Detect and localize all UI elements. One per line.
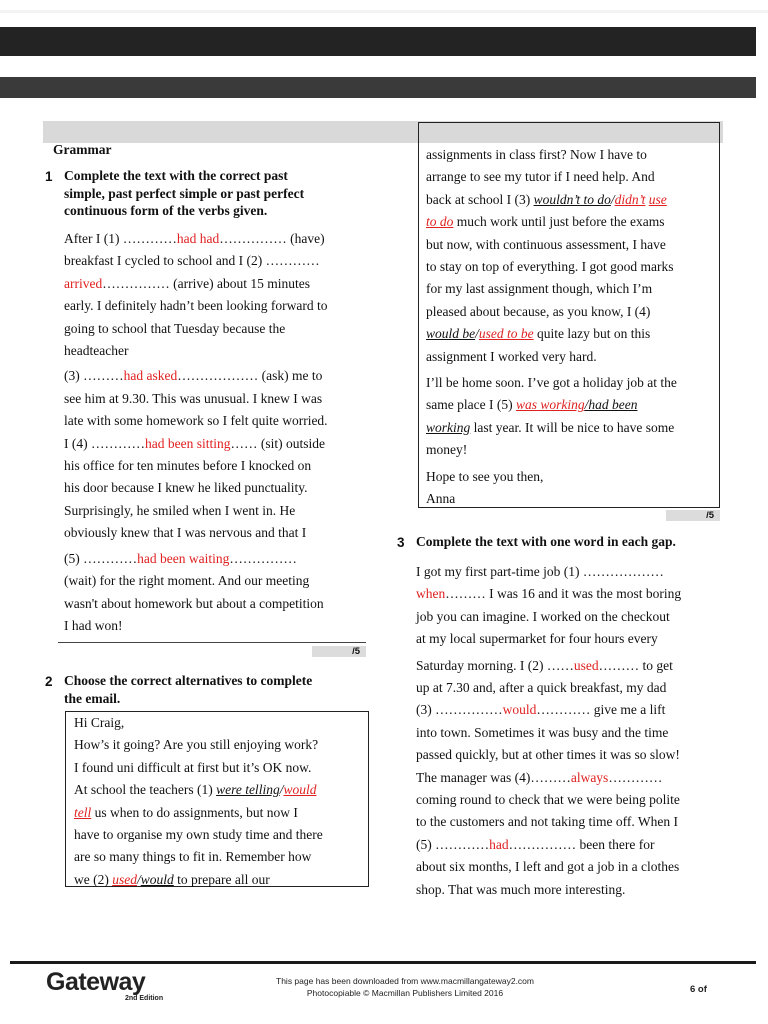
text-run: arrange to see my tutor if I need help. And	[426, 169, 655, 185]
text-run: (5) …………	[64, 550, 138, 566]
text-run: passed quickly, but at other times it was so slow!	[416, 747, 680, 763]
email-line	[74, 712, 366, 734]
answer-text: had been sitting	[145, 435, 231, 451]
text-run: (3) ………	[64, 368, 124, 384]
text-run: After I (1) …………	[64, 231, 177, 246]
email-line	[426, 144, 718, 166]
text-run: (wait) for the right moment. And our meeting	[64, 573, 310, 589]
q1-line	[64, 593, 374, 615]
q2-instruction	[64, 672, 364, 707]
text-run: for my last assignment though, which I’m	[426, 281, 653, 297]
email-line	[426, 211, 718, 233]
text-run: late with some homework so I felt quite worried.	[64, 413, 328, 429]
top-rule	[0, 10, 768, 13]
q2-number: 2	[45, 674, 53, 689]
q1-line	[64, 295, 374, 317]
email-line	[74, 757, 366, 779]
text-run: would	[140, 871, 174, 887]
email-line	[426, 256, 718, 278]
text-run: assignments in class first? Now I have to	[426, 147, 647, 162]
q3-line	[416, 606, 736, 628]
q3-line	[416, 677, 736, 699]
answer-text: had	[489, 836, 509, 852]
text-run: obviously knew that I was nervous and that I	[64, 525, 307, 541]
q1-line	[64, 455, 374, 477]
text-run: …………… been there for	[508, 836, 655, 852]
answer-text: to do	[426, 214, 454, 230]
page-number: 6 of	[690, 984, 707, 995]
email-line	[426, 346, 718, 368]
q1-line	[64, 318, 374, 340]
text-run: coming round to check that we were being polite	[416, 792, 680, 808]
email-line	[426, 372, 718, 394]
q3-line	[416, 583, 736, 605]
q1-line	[64, 365, 374, 387]
email-text-right	[426, 144, 718, 511]
text-run: his office for ten minutes before I knocked on	[64, 458, 312, 474]
answer-text: would	[502, 702, 537, 718]
answer-text: would	[283, 782, 317, 798]
q1-instruction-line: simple, past perfect simple or past perfect	[64, 185, 305, 201]
q1-text	[64, 228, 374, 637]
q1-line	[64, 548, 374, 570]
text-run: The manager was (4)………	[416, 769, 571, 785]
text-run: would be	[426, 326, 476, 342]
email-line	[426, 323, 718, 345]
q3-line	[416, 699, 736, 721]
q1-line	[64, 477, 374, 499]
email-line	[426, 439, 718, 461]
email-line	[74, 802, 366, 824]
text-run: At school the teachers (1)	[74, 782, 217, 798]
text-run: wouldn’t to do	[533, 191, 611, 207]
text-run: …………… (arrive) about 15 minutes	[102, 275, 310, 291]
copyright-note: Photocopiable © Macmillan Publishers Limited 2016	[306, 988, 504, 998]
answer-text: use	[648, 191, 667, 207]
q3-line	[416, 628, 736, 650]
q1-line	[64, 410, 374, 432]
answer-text: was working	[515, 397, 585, 413]
q3-instruction-line: Complete the text with one word in each gap.	[416, 534, 676, 549]
text-run: we (2)	[74, 871, 113, 887]
text-run: working	[426, 419, 471, 435]
text-run: ……… I was 16 and it was the most boring	[445, 586, 682, 602]
text-run: /	[610, 191, 615, 207]
email-line	[426, 466, 718, 488]
text-run: Saturday morning. I (2) ……	[416, 657, 574, 673]
text-run: I got my first part-time job (1) ………………	[416, 564, 664, 579]
text-run: (3) ……………	[416, 702, 503, 718]
q1-number: 1	[45, 169, 53, 184]
q3-line	[416, 561, 736, 583]
text-run: us when to do assignments, but now I	[91, 804, 298, 820]
text-run: I (4) …………	[64, 435, 145, 451]
q3-text	[416, 561, 736, 901]
q2-instruction-line: the email.	[64, 690, 121, 706]
text-run: last year. It will be nice to have some	[470, 419, 675, 435]
q1-line	[64, 250, 374, 272]
q1-line	[64, 522, 374, 544]
email-text-left	[74, 712, 366, 891]
text-run: much work until just before the exams	[453, 214, 665, 230]
q3-line	[416, 811, 736, 833]
section-title: Grammar	[53, 142, 112, 157]
text-run: breakfast I cycled to school and I (2) …………	[64, 253, 320, 269]
text-run: quite lazy but on this	[533, 326, 651, 342]
text-run: shop. That was much more interesting.	[416, 881, 626, 897]
q2-score: /5	[666, 510, 720, 521]
q3-line	[416, 834, 736, 856]
text-run: I found uni difficult at first but it’s OK now.	[74, 759, 312, 775]
email-line	[426, 189, 718, 211]
text-run: about six months, I left and got a job in a clothes	[416, 859, 680, 875]
text-run: Hope to see you then,	[426, 468, 544, 484]
subheader-band	[0, 77, 756, 98]
text-run: Surprisingly, he smiled when I went in. He	[64, 502, 296, 518]
text-run: (5) …………	[416, 836, 490, 852]
q1-line	[64, 500, 374, 522]
text-run: going to school that Tuesday because the	[64, 320, 286, 336]
answer-text: arrived	[64, 275, 103, 291]
text-run: /	[136, 871, 141, 887]
text-run: have to organise my own study time and there	[74, 827, 323, 843]
q3-line	[416, 655, 736, 677]
q3-line	[416, 744, 736, 766]
q3-line	[416, 722, 736, 744]
q1-line	[64, 388, 374, 410]
text-run: headteacher	[64, 343, 129, 359]
answer-text: had asked	[123, 368, 178, 384]
text-run: see him at 9.30. This was unusual. I knew I was	[64, 390, 323, 406]
text-run: …… (sit) outside	[230, 435, 325, 451]
text-run: job you can imagine. I worked on the checkout	[416, 608, 670, 624]
email-line	[74, 779, 366, 801]
answer-text: tell	[74, 804, 92, 820]
answer-text: always	[570, 769, 609, 785]
header-band	[0, 27, 756, 56]
text-run: to stay on top of everything. I got good marks	[426, 259, 674, 275]
text-run: /	[279, 782, 284, 798]
answer-text: used to be	[478, 326, 534, 342]
text-run: money!	[426, 442, 468, 458]
q1-line	[64, 615, 374, 637]
download-note: This page has been downloaded from www.macmillangateway2.com	[276, 976, 534, 986]
answer-text: used	[112, 871, 137, 887]
gateway-logo: Gateway	[46, 968, 146, 996]
text-run: wasn't about homework but about a competition	[64, 595, 324, 611]
q1-line	[64, 273, 374, 295]
text-run: How’s it going? Are you still enjoying work?	[74, 737, 319, 753]
answer-text: didn’t	[614, 191, 646, 207]
email-line	[74, 734, 366, 756]
q3-line	[416, 856, 736, 878]
q1-line	[64, 228, 374, 250]
email-line	[74, 824, 366, 846]
text-run: assignment I worked very hard.	[426, 348, 597, 364]
answer-text: had been waiting	[137, 550, 230, 566]
email-line	[74, 869, 366, 891]
text-run: ……… to get	[598, 657, 673, 673]
text-run: …………	[608, 769, 663, 785]
text-run: ……………… (ask) me to	[177, 368, 323, 384]
q1-instruction-line: Complete the text with the correct past	[64, 168, 288, 183]
text-run: pleased about because, as you know, I (4)	[426, 303, 651, 319]
text-run: into town. Sometimes it was busy and the time	[416, 724, 669, 740]
text-run: …………… (have)	[219, 231, 325, 246]
email-line	[426, 234, 718, 256]
text-run: to prepare all our	[173, 871, 270, 887]
text-run: ………… give me a lift	[536, 702, 666, 718]
footer-rule	[10, 961, 756, 964]
q1-score: /5	[312, 646, 366, 657]
q1-line	[64, 340, 374, 362]
text-run: his door because I knew he liked punctuality.	[64, 480, 308, 496]
text-run: same place I (5)	[426, 397, 516, 413]
email-line	[426, 394, 718, 416]
text-run: Anna	[426, 491, 456, 507]
q3-line	[416, 789, 736, 811]
q1-instruction-line: continuous form of the verbs given.	[64, 203, 268, 218]
gateway-logo-edition: 2nd Edition	[125, 995, 164, 1002]
q1-line	[64, 570, 374, 592]
answer-text: had had	[176, 231, 220, 246]
email-line	[426, 488, 718, 510]
email-line	[426, 301, 718, 323]
text-run: to the customers and not taking time off. When I	[416, 814, 678, 830]
text-run: /had been	[584, 397, 638, 413]
text-run: /	[475, 326, 479, 342]
email-line	[426, 417, 718, 439]
q1-instruction	[64, 167, 364, 220]
q3-instruction	[416, 533, 736, 551]
text-run: up at 7.30 and, after a quick breakfast, my dad	[416, 680, 667, 696]
text-run: ……………	[229, 550, 297, 566]
text-run: I had won!	[64, 617, 123, 633]
email-line	[426, 166, 718, 188]
text-run: at my local supermarket for four hours every	[416, 631, 658, 647]
q2-instruction-line: Choose the correct alternatives to complete	[64, 673, 313, 688]
text-run: back at school I (3)	[426, 191, 534, 207]
q3-line	[416, 879, 736, 901]
answer-text: when	[416, 586, 446, 602]
q3-line	[416, 767, 736, 789]
q1-score-rule	[58, 642, 366, 643]
email-line	[426, 278, 718, 300]
q1-line	[64, 433, 374, 455]
answer-text: used	[573, 657, 599, 673]
text-run: early. I definitely hadn’t been looking forward to	[64, 298, 328, 314]
q3-number: 3	[397, 535, 405, 550]
text-run: I’ll be home soon. I’ve got a holiday job at the	[426, 375, 677, 391]
text-run: are so many things to fit in. Remember how	[74, 849, 312, 865]
text-run: Hi Craig,	[74, 715, 125, 730]
email-line	[74, 846, 366, 868]
text-run: were telling	[216, 782, 280, 798]
text-run: but now, with continuous assessment, I have	[426, 236, 666, 252]
